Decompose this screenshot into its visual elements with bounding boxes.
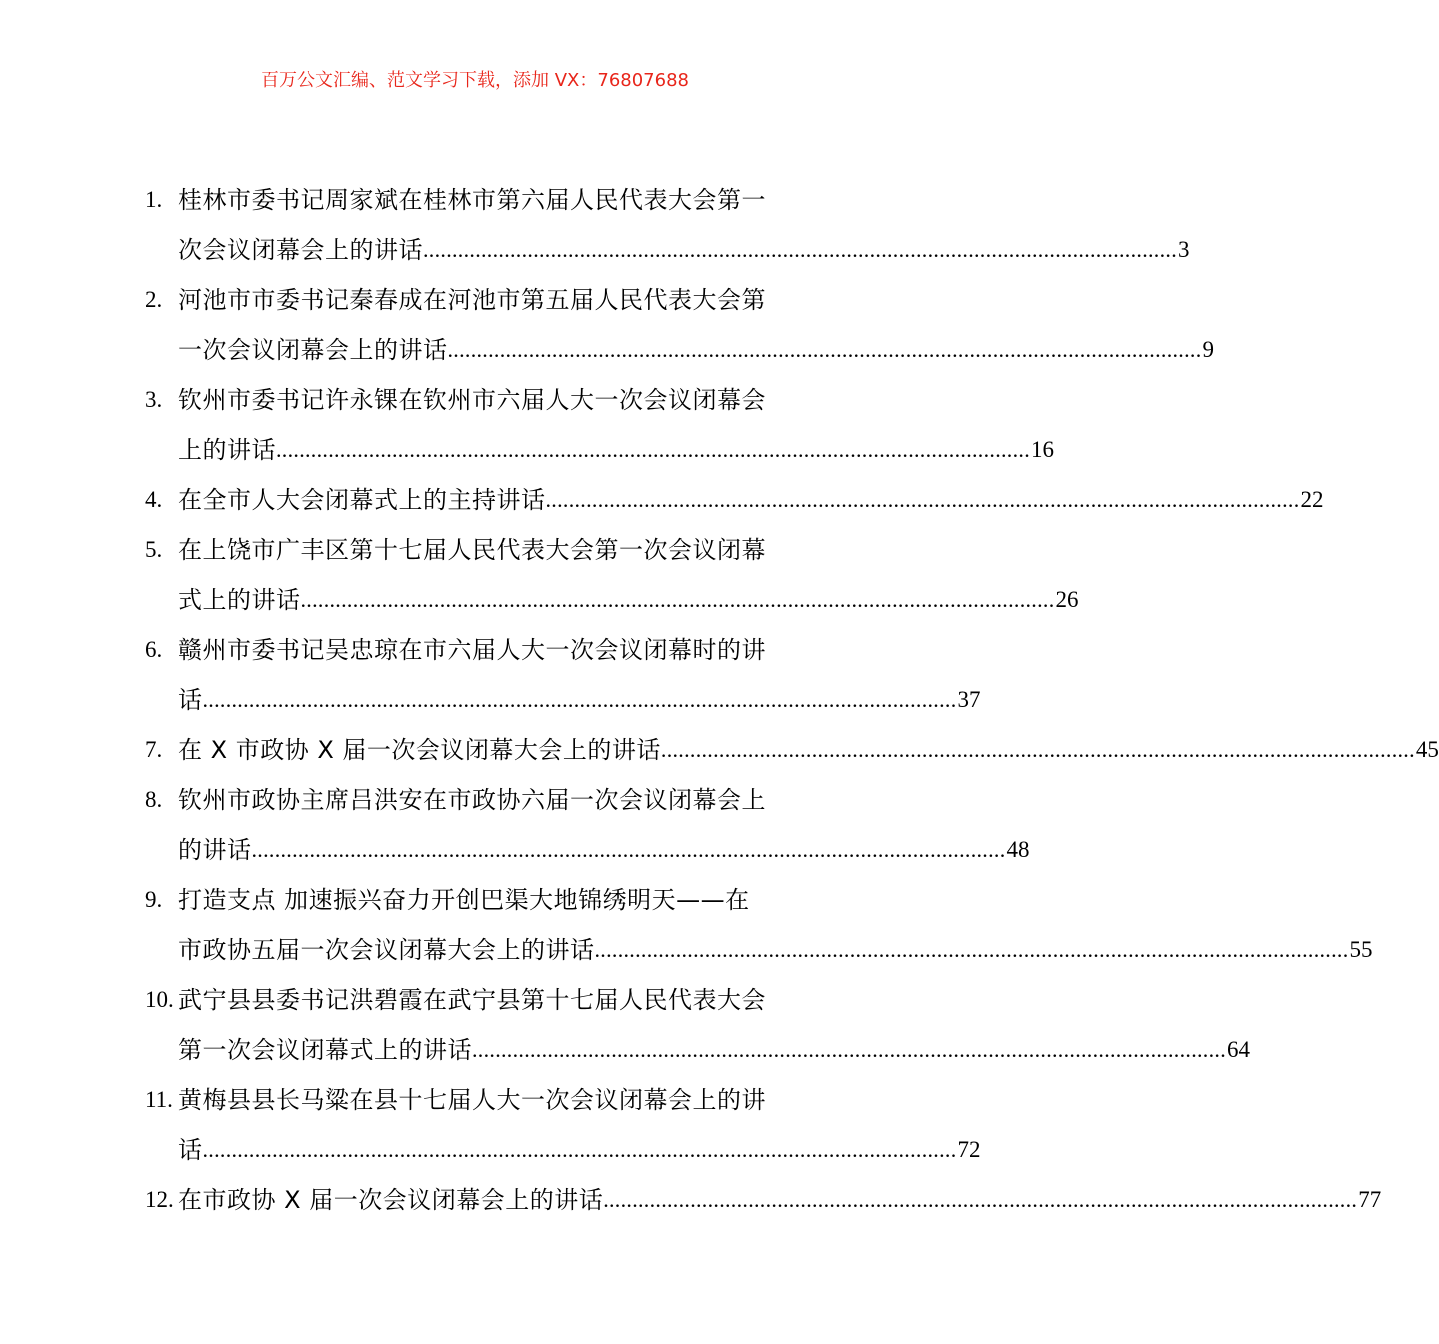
toc-item-6-line1 bbox=[145, 625, 808, 675]
toc-item-title: 打造支点 加速振兴奋力开创巴渠大地锦绣明天——在 bbox=[178, 886, 750, 914]
toc-item-page: 16 bbox=[1031, 437, 1054, 462]
dot-leader: .................................................................................................................................. bbox=[251, 837, 1006, 862]
toc-item-number: 7. bbox=[145, 737, 163, 762]
dot-leader: .................................................................................................................................. bbox=[603, 1187, 1358, 1212]
toc-item-title-cont: 次会议闭幕会上的讲话 bbox=[178, 225, 423, 275]
toc-item-page: 26 bbox=[1055, 587, 1079, 612]
toc-item-11-line2[interactable] bbox=[145, 1125, 981, 1175]
dot-leader: .................................................................................................................................. bbox=[594, 937, 1349, 962]
toc-item-number: 5. bbox=[145, 537, 163, 562]
header-watermark-text: 百万公文汇编、范文学习下载，添加 VX：76807688 bbox=[261, 70, 689, 91]
dot-leader: .................................................................................................................................. bbox=[300, 587, 1055, 612]
toc-item-title: 在全市人大会闭幕式上的主持讲话 bbox=[178, 475, 546, 525]
dot-leader: .................................................................................................................................. bbox=[423, 237, 1177, 262]
toc-item-number: 11. bbox=[145, 1087, 173, 1112]
dot-leader: .................................................................................................................................. bbox=[660, 737, 1415, 762]
toc-item-page: 45 bbox=[1415, 737, 1439, 762]
toc-item-7[interactable] bbox=[145, 725, 1439, 775]
toc-item-title-cont: 话 bbox=[178, 675, 203, 725]
dot-leader: .................................................................................................................................. bbox=[202, 687, 957, 712]
toc-item-page: 22 bbox=[1300, 487, 1324, 512]
toc-item-title-cont: 市政协五届一次会议闭幕大会上的讲话 bbox=[178, 925, 595, 975]
toc-item-title: 在上饶市广丰区第十七届人民代表大会第一次会议闭幕 bbox=[178, 536, 766, 564]
toc-item-10-line1 bbox=[145, 975, 808, 1025]
toc-item-2-line1 bbox=[145, 275, 808, 325]
toc-item-12[interactable] bbox=[145, 1175, 1382, 1225]
toc-item-title: 钦州市委书记许永锞在钦州市六届人大一次会议闭幕会 bbox=[178, 386, 766, 414]
toc-item-3-line1 bbox=[145, 375, 808, 425]
toc-item-6-line2[interactable] bbox=[145, 675, 981, 725]
toc-item-page: 77 bbox=[1358, 1187, 1382, 1212]
toc-item-8-line1 bbox=[145, 775, 808, 825]
toc-item-number: 8. bbox=[145, 787, 163, 812]
toc-item-title-cont: 式上的讲话 bbox=[178, 575, 301, 625]
toc-item-5-line2[interactable] bbox=[145, 575, 1079, 625]
dot-leader: .................................................................................................................................. bbox=[447, 337, 1202, 362]
toc-item-page: 9 bbox=[1202, 337, 1214, 362]
toc-item-number: 10. bbox=[145, 987, 174, 1012]
dot-leader: .................................................................................................................................. bbox=[545, 487, 1300, 512]
toc-item-1-line2[interactable] bbox=[145, 225, 1190, 275]
toc-item-9-line2[interactable] bbox=[145, 925, 1373, 975]
toc-item-page: 55 bbox=[1349, 937, 1373, 962]
dot-leader: .................................................................................................................................. bbox=[472, 1037, 1226, 1062]
toc-item-8-line2[interactable] bbox=[145, 825, 1030, 875]
toc-item-5-line1 bbox=[145, 525, 808, 575]
toc-item-10-line2[interactable] bbox=[145, 1025, 1250, 1075]
toc-item-title-cont: 第一次会议闭幕式上的讲话 bbox=[178, 1025, 472, 1075]
toc-item-title-cont: 一次会议闭幕会上的讲话 bbox=[178, 325, 448, 375]
toc-item-number: 6. bbox=[145, 637, 163, 662]
toc-item-9-line1 bbox=[145, 875, 808, 925]
toc-item-page: 64 bbox=[1227, 1037, 1250, 1062]
toc-item-page: 3 bbox=[1178, 237, 1190, 262]
toc-item-number: 9. bbox=[145, 887, 163, 912]
dot-leader: .................................................................................................................................. bbox=[202, 1137, 957, 1162]
toc-item-title: 赣州市委书记吴忠琼在市六届人大一次会议闭幕时的讲 bbox=[178, 636, 766, 664]
toc-item-1-line1 bbox=[145, 175, 808, 225]
toc-item-number: 4. bbox=[145, 487, 163, 512]
toc-item-number: 2. bbox=[145, 287, 163, 312]
toc-item-title: 武宁县县委书记洪碧霞在武宁县第十七届人民代表大会 bbox=[178, 986, 766, 1014]
dot-leader: .................................................................................................................................. bbox=[276, 437, 1030, 462]
toc-item-title-cont: 上的讲话 bbox=[178, 425, 276, 475]
toc-item-11-line1 bbox=[145, 1075, 808, 1125]
toc-item-4[interactable] bbox=[145, 475, 1324, 525]
toc-item-number: 3. bbox=[145, 387, 163, 412]
toc-item-2-line2[interactable] bbox=[145, 325, 1214, 375]
toc-item-page: 48 bbox=[1006, 837, 1030, 862]
toc-item-page: 37 bbox=[957, 687, 981, 712]
toc-item-page: 72 bbox=[957, 1137, 981, 1162]
toc-item-number: 12. bbox=[145, 1187, 174, 1212]
toc-item-title-cont: 话 bbox=[178, 1125, 203, 1175]
toc-item-title: 黄梅县县长马粱在县十七届人大一次会议闭幕会上的讲 bbox=[178, 1086, 766, 1114]
toc-item-title: 在市政协 X 届一次会议闭幕会上的讲话 bbox=[178, 1175, 603, 1225]
toc-item-title: 桂林市委书记周家斌在桂林市第六届人民代表大会第一 bbox=[178, 186, 766, 214]
toc-item-title: 钦州市政协主席吕洪安在市政协六届一次会议闭幕会上 bbox=[178, 786, 766, 814]
toc-item-title-cont: 的讲话 bbox=[178, 825, 252, 875]
toc-item-3-line2[interactable] bbox=[145, 425, 1054, 475]
toc-item-title: 河池市市委书记秦春成在河池市第五届人民代表大会第 bbox=[178, 286, 766, 314]
toc-item-number: 1. bbox=[145, 187, 163, 212]
toc-item-title: 在 X 市政协 X 届一次会议闭幕大会上的讲话 bbox=[178, 725, 661, 775]
